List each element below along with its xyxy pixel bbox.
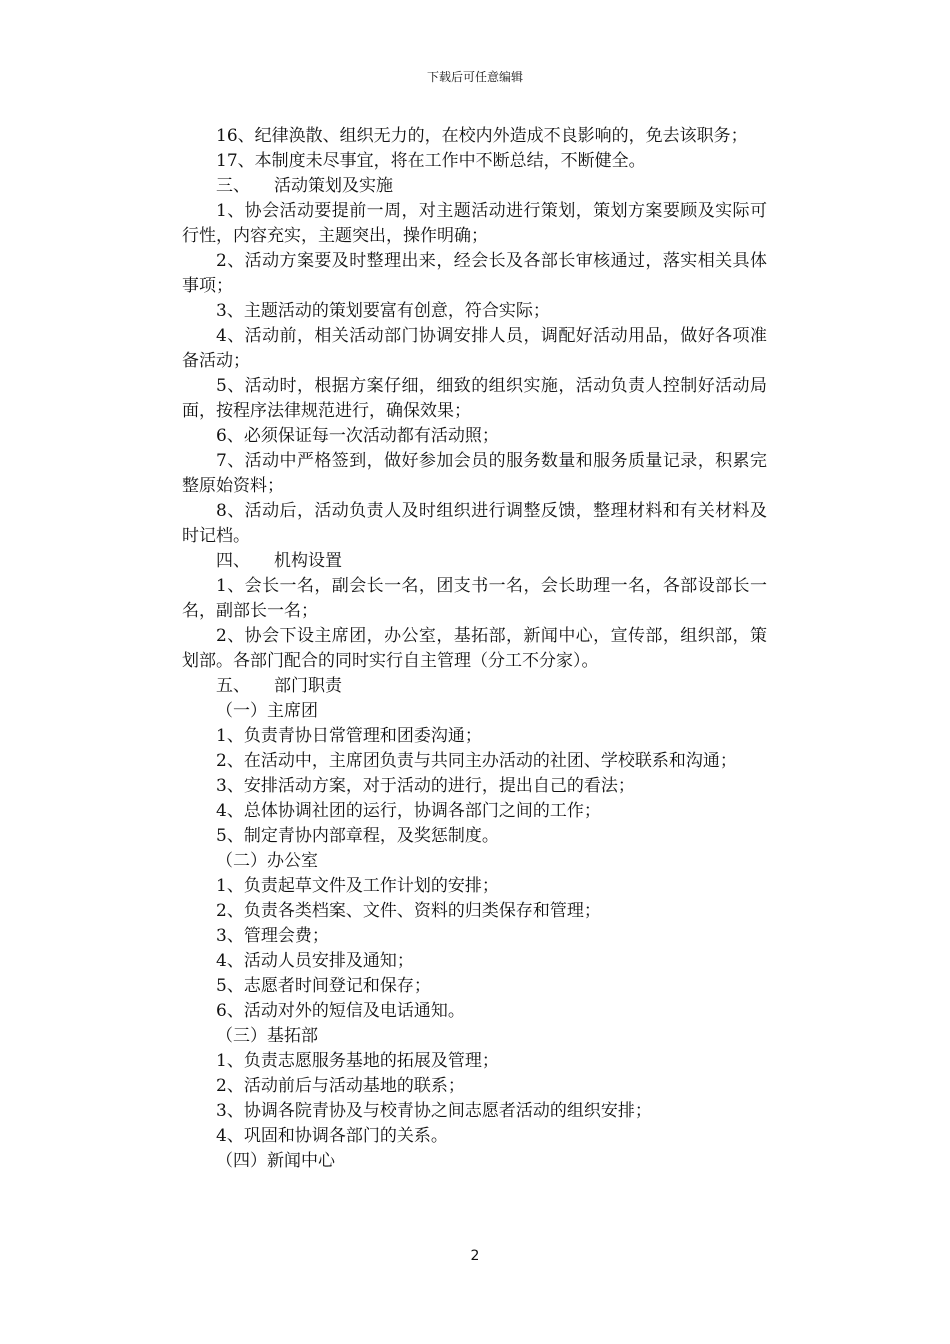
paragraph: 8、活动后，活动负责人及时组织进行调整反馈，整理材料和有关材料及时记档。	[182, 501, 767, 546]
paragraph: 1、协会活动要提前一周，对主题活动进行策划，策划方案要顾及实际可行性，内容充实，主题突出，操作明确；	[182, 201, 767, 246]
section-number: 五、	[216, 676, 250, 696]
paragraph: 4、活动前，相关活动部门协调安排人员，调配好活动用品，做好各项准备活动；	[182, 326, 767, 371]
paragraph: 6、必须保证每一次活动都有活动照；	[216, 426, 499, 446]
paragraph: 3、协调各院青协及与校青协之间志愿者活动的组织安排；	[216, 1101, 652, 1121]
paragraph: 4、总体协调社团的运行，协调各部门之间的工作；	[216, 801, 601, 821]
paragraph: 16、纪律涣散、组织无力的，在校内外造成不良影响的，免去该职务；	[216, 126, 748, 146]
paragraph: 2、活动方案要及时整理出来，经会长及各部长审核通过，落实相关具体事项；	[182, 251, 767, 296]
paragraph: 1、负责青协日常管理和团委沟通；	[216, 726, 482, 746]
paragraph: 2、负责各类档案、文件、资料的归类保存和管理；	[216, 901, 601, 921]
page-header: 下载后可任意编辑	[426, 70, 523, 84]
paragraph: （一）主席团	[216, 701, 318, 721]
paragraph: 17、本制度未尽事宜，将在工作中不断总结，不断健全。	[216, 151, 646, 171]
paragraph: （三）基拓部	[216, 1026, 318, 1046]
paragraph: 5、活动时，根据方案仔细，细致的组织实施，活动负责人控制好活动局面，按程序法律规范进行，确保效果；	[182, 376, 767, 421]
paragraph: 2、在活动中，主席团负责与共同主办活动的社团、学校联系和沟通；	[216, 751, 737, 771]
paragraph: 7、活动中严格签到，做好参加会员的服务数量和服务质量记录，积累完整原始资料；	[182, 451, 767, 496]
section-number: 四、	[216, 551, 250, 571]
paragraph: 5、志愿者时间登记和保存；	[216, 976, 431, 996]
section-number: 三、	[216, 176, 250, 196]
paragraph: 5、制定青协内部章程，及奖惩制度。	[216, 826, 499, 846]
section-title: 活动策划及实施	[274, 176, 393, 196]
section-title: 部门职责	[274, 676, 342, 696]
section-heading	[182, 174, 767, 199]
section-heading	[182, 549, 767, 574]
paragraph: 4、活动人员安排及通知；	[216, 951, 414, 971]
paragraph: （四）新闻中心	[216, 1151, 335, 1171]
paragraph: 3、管理会费；	[216, 926, 329, 946]
paragraph: 1、会长一名，副会长一名，团支书一名，会长助理一名，各部设部长一名，副部长一名；	[182, 576, 767, 621]
paragraph: 4、巩固和协调各部门的关系。	[216, 1126, 448, 1146]
paragraph: 6、活动对外的短信及电话通知。	[216, 1001, 465, 1021]
paragraph: 3、安排活动方案，对于活动的进行，提出自己的看法；	[216, 776, 635, 796]
section-heading	[182, 674, 767, 699]
section-title: 机构设置	[274, 551, 342, 571]
page-number: 2	[470, 1248, 480, 1264]
paragraph: 2、活动前后与活动基地的联系；	[216, 1076, 465, 1096]
paragraph: 2、协会下设主席团，办公室，基拓部，新闻中心，宣传部，组织部，策划部。各部门配合的同时实行自主管理（分工不分家）。	[182, 626, 767, 671]
paragraph: （二）办公室	[216, 851, 318, 871]
paragraph: 1、负责志愿服务基地的拓展及管理；	[216, 1051, 499, 1071]
paragraph: 1、负责起草文件及工作计划的安排；	[216, 876, 499, 896]
paragraph: 3、主题活动的策划要富有创意，符合实际；	[216, 301, 550, 321]
document-body	[182, 124, 767, 1174]
